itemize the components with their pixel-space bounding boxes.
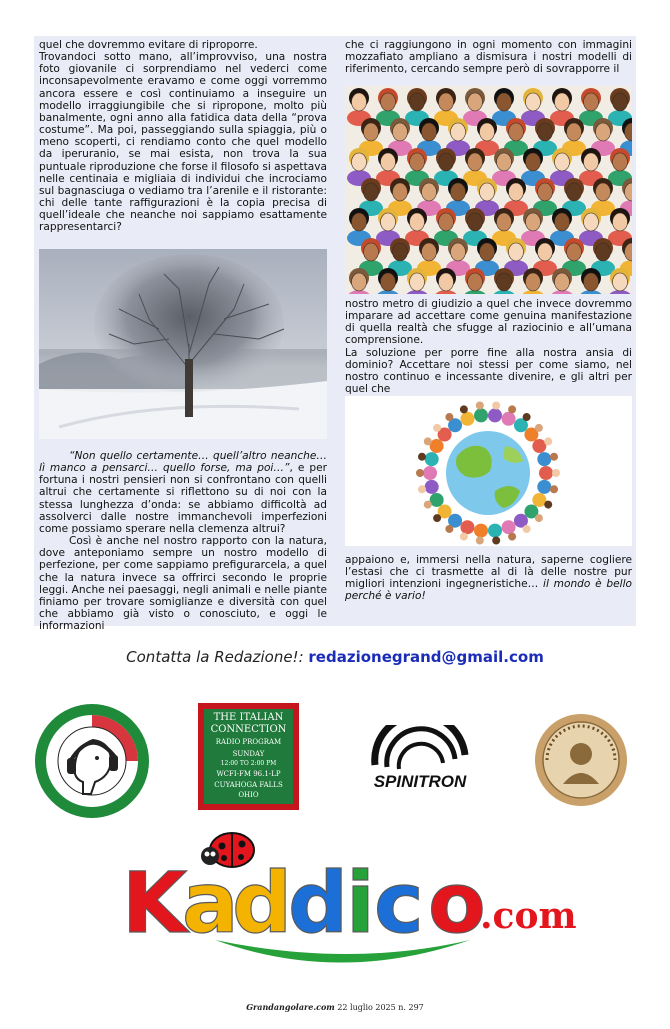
person-figure <box>488 524 502 545</box>
crowd-of-faces-illustration <box>345 86 632 294</box>
person-figure <box>488 401 502 422</box>
ic-time-label: 12:00 TO 2:00 PM <box>220 760 277 767</box>
ic-station-label: WCFI-FM 96.1-LP <box>216 770 281 778</box>
paragraph: Così è anche nel nostro rapporto con la natura, dove anteponiamo sempre un nostro modello di perfezione, per come sappiamo prefigurarcela, a quel che la natura invece sa offrirci secondo le proprie leggi. Anche nei paesaggi, negli animali e nelle piante finiamo per trovare somiglianze e diversità con quel che abbiamo già visto o conosciuto, e oggi le informazioni <box>39 535 327 633</box>
kaddico-domain-suffix: .com <box>480 895 577 937</box>
kaddico-letter: i <box>346 854 375 952</box>
quote-continuation: , e per fortuna i nostri pensieri non si confrontano con quelli altrui che certamente si riflettono su di noi con la stessa lunghezza d’onda: se abbiamo difficoltà ad assolverci dalle nostre immanchevoli imperfezioni come possiamo sperare nella clemenza altrui? <box>39 462 327 535</box>
kaddico-letter: d <box>288 854 349 952</box>
person-figure <box>474 401 488 422</box>
kaddico-logo[interactable] <box>120 820 580 990</box>
ic-city-label: CUYAHOGA FALLS <box>214 781 283 789</box>
person-figure <box>537 480 558 494</box>
italian-connection-panel <box>204 709 293 804</box>
person-figure <box>539 466 560 480</box>
left-column-bottom <box>39 450 327 632</box>
ic-day-label: SUNDAY <box>232 750 265 758</box>
person-figure <box>460 405 475 425</box>
right-column-top <box>345 39 632 75</box>
footer-issue: n. 297 <box>398 1003 424 1012</box>
spinitron-wordmark: SPINITRON <box>373 772 467 791</box>
left-column-top <box>39 39 327 234</box>
winter-tree-photo <box>39 249 327 439</box>
paragraph: Trovandoci sotto mano, all’improvviso, una nostra foto giovanile ci sorprendiamo nel vederci come inconsapevolmente eravamo e come oggi vorremmo ancora essere e così continuiamo a inseguire un modello irraggiungibile che si ripropone, molto più banalmente, ogni anno alla fatidica data della “prova costume”. Ma poi, passeggiando sulla spiaggia, più o meno scoperti, ci rendiamo conto che quel modello da iperuranio, se mai esista, non trova la sua puntuale riproduzione che forse il filosofo si aspettava nelle centinaia e migliaia di individui che incrociamo sul bagnasciuga o vediamo tra l’arenile e il ristorante: chi delle tante raffigurazioni è la copia precisa di quell’ideale che neanche noi sappiamo esattamente rappresentarci? <box>39 51 327 234</box>
columbus-award-seal[interactable] <box>533 712 629 808</box>
contact-line <box>0 648 670 666</box>
right-column-bottom <box>345 554 632 603</box>
radio-italia-cleveland-logo[interactable] <box>33 702 151 820</box>
person-figure <box>460 520 475 540</box>
right-column-middle <box>345 298 632 395</box>
globe-people-illustration <box>345 396 632 546</box>
closing-motto: il mondo è bello perché è vario! <box>345 578 632 603</box>
italian-connection-logo[interactable] <box>198 703 299 810</box>
ic-title-line-1: THE ITALIAN <box>213 712 284 723</box>
footer-site: Grandangolare.com <box>246 1002 335 1012</box>
article-panel <box>34 36 636 633</box>
page-footer <box>0 1002 670 1012</box>
closing-text: appaiono e, immersi nella natura, saperne cogliere l’estasi che ci trasmette al di là delle nostre pur migliori intenzioni ingegneristiche… <box>345 554 632 591</box>
kaddico-letter: c <box>374 854 424 952</box>
ic-state-label: OHIO <box>238 791 259 799</box>
kaddico-letter: o <box>428 854 486 952</box>
person-figure <box>416 466 437 480</box>
paragraph: quel che dovremmo evitare di riproporre. <box>39 39 258 51</box>
kaddico-letter: d <box>232 854 293 952</box>
person-figure <box>537 452 558 466</box>
person-figure <box>418 452 439 466</box>
contact-label: Contatta la Redazione!: <box>126 648 304 666</box>
person-figure <box>502 405 517 425</box>
paragraph: che ci raggiungono in ogni momento con immagini mozzafiato ampliano a dismisura i nostri modelli di riferimento, cercando sempre però di sovrapporre il <box>345 39 632 76</box>
paragraph <box>345 554 632 603</box>
paragraph: La soluzione per porre fine alla nostra ansia di dominio? Accettare noi stessi per come siamo, nel nostro continuo e incessante divenire, e gli altri per quel che <box>345 346 632 396</box>
kaddico-letter: a <box>182 854 239 952</box>
quote-text: “Non quello certamente… quell’altro neanche… lì manco a pensarci… quello forse, ma poi…” <box>39 450 327 475</box>
person-figure <box>474 524 488 545</box>
paragraph: nostro metro di giudizio a quel che invece dovremmo imparare ad accettare come genuina manifestazione di quella realtà che sfugge al raziocinio e all’umana comprensione. <box>345 298 632 347</box>
kaddico-letter: K <box>122 854 188 952</box>
contact-email-link[interactable]: redazionegrand@gmail.com <box>308 648 544 666</box>
ic-program-label: RADIO PROGRAM <box>215 738 282 746</box>
person-figure <box>502 520 517 540</box>
spinitron-logo[interactable] <box>355 725 485 795</box>
ic-title-line-2: CONNECTION <box>210 724 287 735</box>
paragraph <box>39 450 327 535</box>
footer-date: 22 luglio 2025 <box>337 1003 396 1012</box>
person-figure <box>418 480 439 494</box>
